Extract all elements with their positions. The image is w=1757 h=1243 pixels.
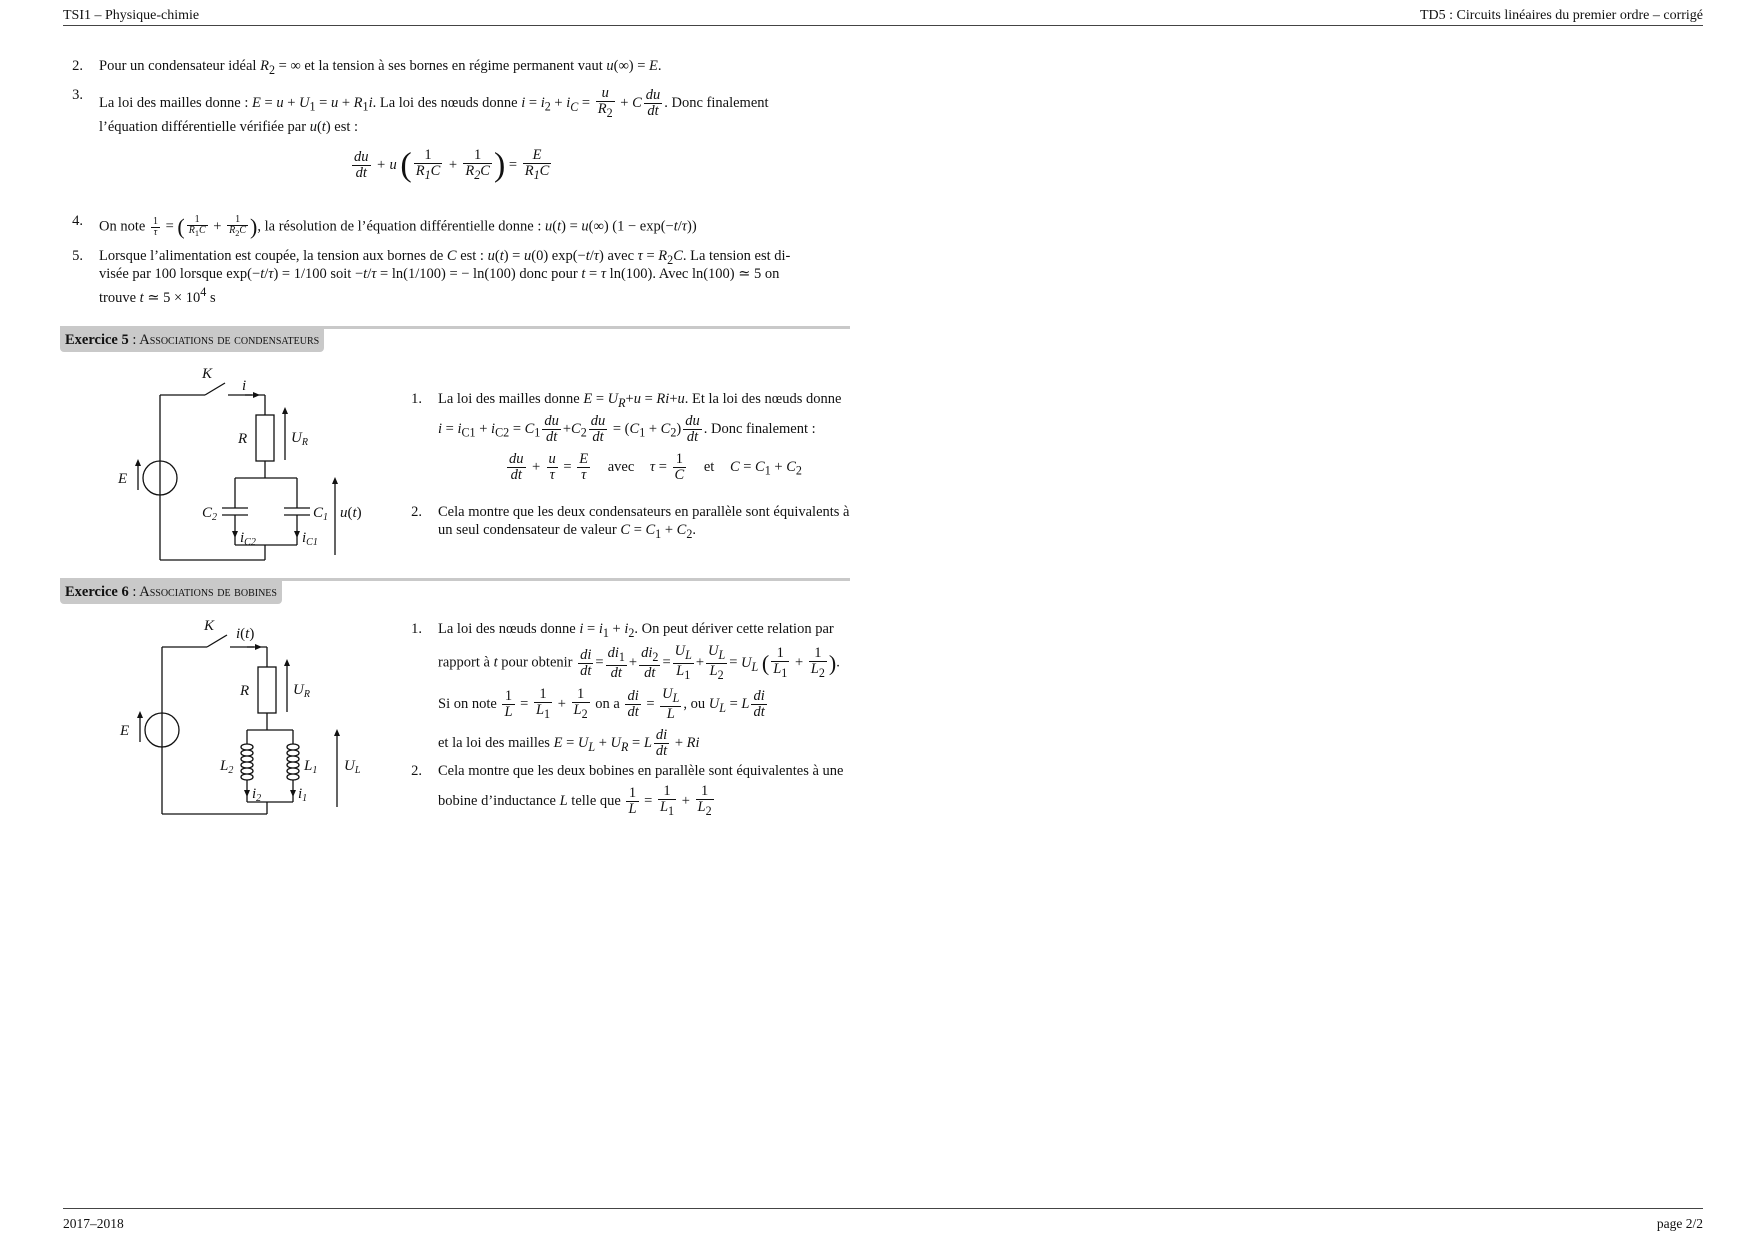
ex6-title: Exercice 6 : Associations de bobines <box>60 580 282 604</box>
svg-text:E: E <box>120 723 130 739</box>
svg-text:L1: $L_1$ <box>304 758 318 776</box>
page-footer <box>63 1208 1703 1235</box>
svg-text:u(t): u(t) <box>340 505 362 521</box>
svg-text:i: i <box>242 378 247 394</box>
footer-right: page 2/2 <box>1656 1216 1703 1231</box>
capacitor-circuit-diagram <box>110 360 390 570</box>
svg-text:UR: $U_R$ <box>293 682 310 700</box>
svg-text:R: R <box>238 431 248 447</box>
svg-text:E: E <box>118 471 128 487</box>
svg-text:iC1: $i_{C1}$ <box>302 530 318 548</box>
svg-text:L2: $L_2$ <box>220 758 234 776</box>
svg-text:UR: $U_R$ <box>291 430 308 448</box>
ex5-equation: $\frac{du}{dt}$ + $\frac{u}{\tau}$ = $\frac{E}{\tau}$ avec τ = $\frac{1}{C}$ et $C = C_1 + C_2$ <box>509 451 802 483</box>
ex4-equation: $\frac{du}{dt}$ + u ( $\frac{1}{R_1C}$ + $\frac{1}{R_2C}$ ) = $\frac{E}{R_1C}$ <box>354 146 550 184</box>
svg-text:iC2: $i_{C2}$ <box>240 530 256 548</box>
svg-text:R: R <box>240 683 250 699</box>
svg-text:UL: $U_L$ <box>344 758 361 776</box>
svg-text:i(t): i(t) <box>236 626 255 642</box>
svg-text:K: K <box>204 618 215 634</box>
svg-text:i1: $i_1$ <box>298 786 308 804</box>
header-right: TD5 : Circuits linéaires du premier ordre – corrigé <box>1419 8 1703 23</box>
ex5-title: Exercice 5 : Associations de condensateurs <box>60 328 324 352</box>
svg-text:C2: $C_2$ <box>202 505 218 523</box>
header-left: TSI1 – Physique-chimie <box>63 8 200 23</box>
page-header <box>63 6 1703 26</box>
inductor-circuit-diagram <box>112 612 392 822</box>
svg-text:i2: $i_2$ <box>252 786 262 804</box>
svg-text:K: K <box>202 366 213 382</box>
svg-text:C1: $C_1$ <box>313 505 329 523</box>
footer-left: 2017–2018 <box>63 1216 124 1231</box>
